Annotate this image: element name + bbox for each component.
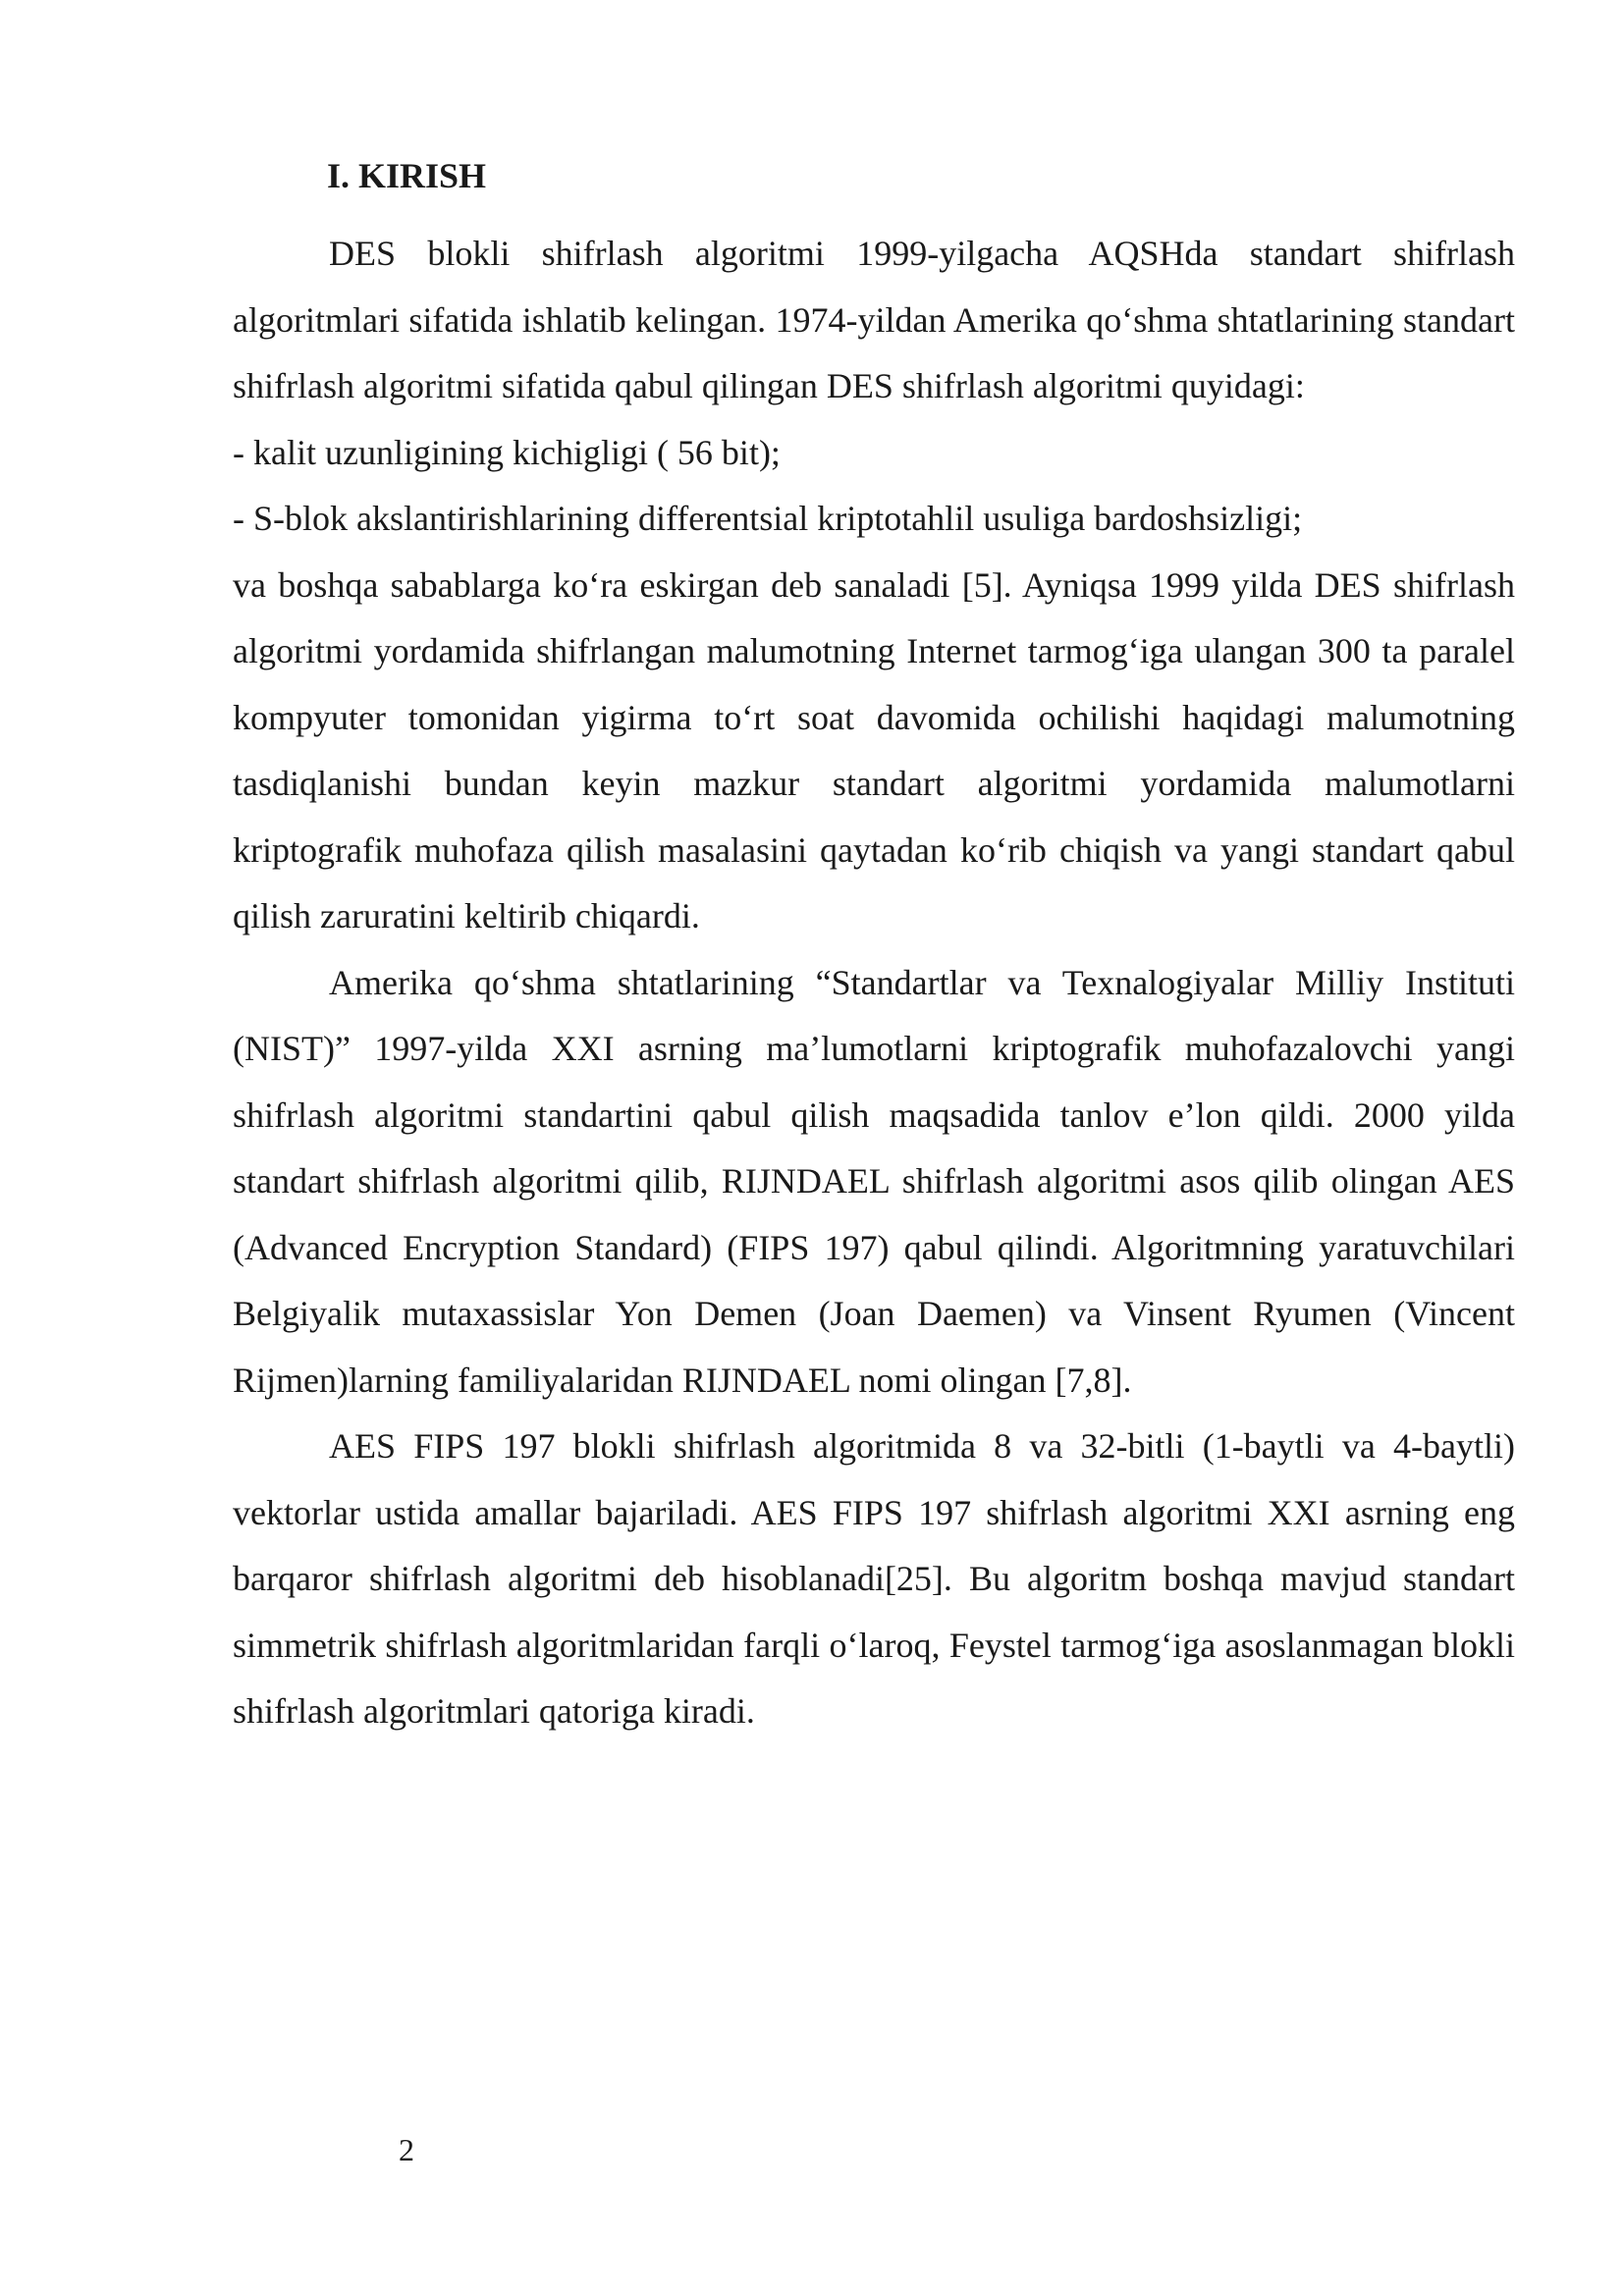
page-number: 2 bbox=[399, 2132, 414, 2167]
intro-paragraph: DES blokli shifrlash algoritmi 1999-yilgacha AQSHda standart shifrlash algoritmlari sifatida ishlatib kelingan. 1974-yildan Amerika qo‘shma shtatlarining standart shifrlash algoritmi sifatida qabul qilingan DES shifrlash algoritmi quyidagi: bbox=[233, 234, 1515, 405]
section-heading: I. KIRISH bbox=[326, 156, 487, 195]
aes-paragraph: AES FIPS 197 blokli shifrlash algoritmida 8 va 32-bitli (1-baytli va 4-baytli) vektorlar ustida amallar bajariladi. AES FIPS 197 shifrlash algoritmi XXI asrning eng barqaror shifrlash algoritmi deb hisoblanadi[25]. Bu algoritm boshqa mavjud standart simmetrik shifrlash algoritmlaridan farqli o‘laroq, Feystel tarmog‘iga asoslanmagan blokli shifrlash algoritmlari qatoriga kiradi. bbox=[233, 1426, 1515, 1731]
nist-paragraph: Amerika qo‘shma shtatlarining “Standartlar va Texnalogiyalar Milliy Instituti (NIST)” 1997-yilda XXI asrning ma’lumotlarni kriptografik muhofazalovchi yangi shifrlash algoritmi standartini qabul qilish maqsadida tanlov e’lon qildi. 2000 yilda standart shifrlash algoritmi qilib, RIJNDAEL shifrlash algoritmi asos qilib olingan AES (Advanced Encryption Standard) (FIPS 197) qabul qilindi. Algoritmning yaratuvchilari Belgiyalik mutaxassislar Yon Demen (Joan Daemen) va Vinsent Ryumen (Vincent Rijmen)larning familiyalaridan RIJNDAEL nomi olingan [7,8]. bbox=[233, 962, 1515, 1400]
body-text bbox=[233, 221, 1515, 1745]
continuation-paragraph: va boshqa sabablarga ko‘ra eskirgan deb sanaladi [5]. Ayniqsa 1999 yilda DES shifrlash algoritmi yordamida shifrlangan malumotning Internet tarmog‘iga ulangan 300 ta paralel kompyuter tomonidan yigirma to‘rt soat davomida ochilishi haqidagi malumotning tasdiqlanishi bundan keyin mazkur standart algoritmi yordamida malumotlarni kriptografik muhofaza qilish masalasini qaytadan ko‘rib chiqish va yangi standart qabul qilish zaruratini keltirib chiqardi. bbox=[233, 564, 1515, 935]
list-item-key-length: - kalit uzunligining kichigligi ( 56 bit); bbox=[233, 432, 781, 472]
list-item-sblock: - S-blok akslantirishlarining differentsial kriptotahlil usuliga bardoshsizligi; bbox=[233, 499, 1303, 538]
